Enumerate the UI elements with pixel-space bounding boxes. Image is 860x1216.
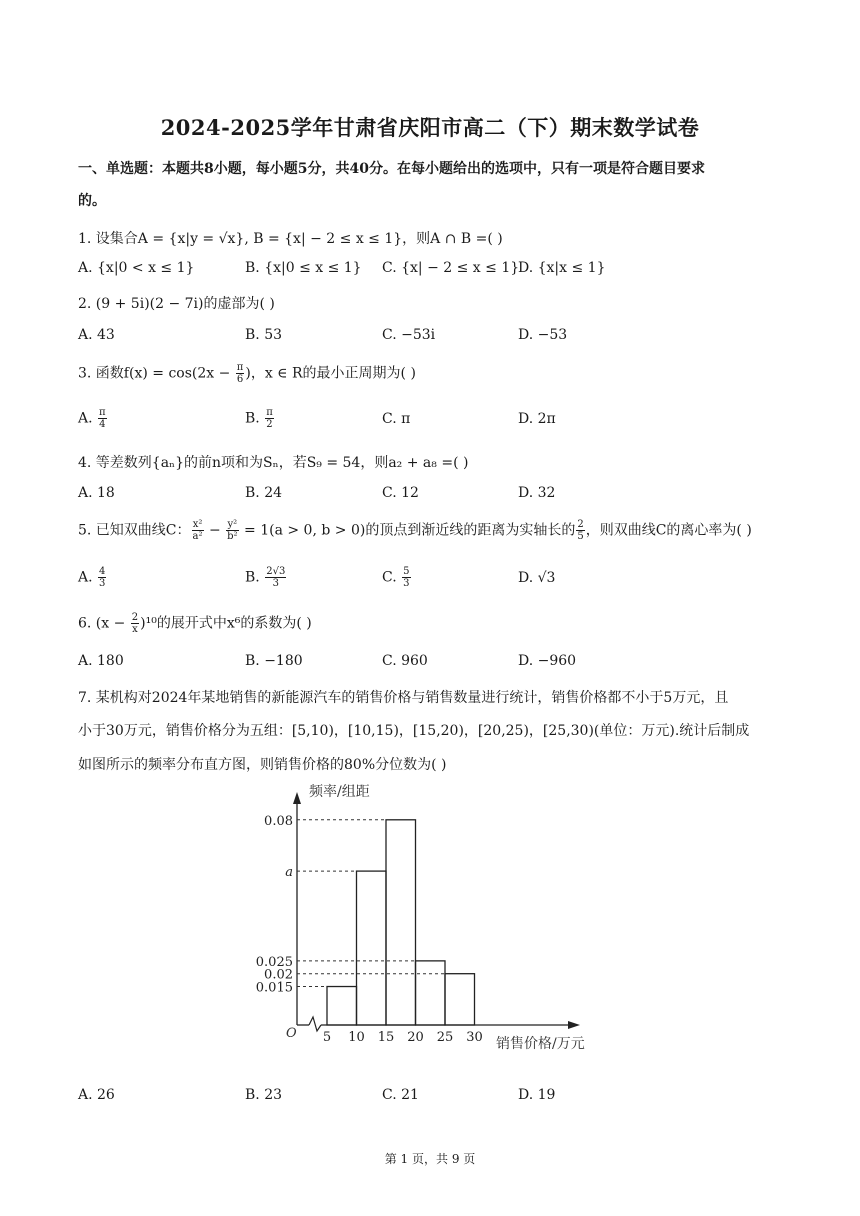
origin-label: O — [286, 1026, 297, 1041]
q5-option-c: C. $\frac{5}{3}$ — [382, 566, 410, 589]
q5-option-a: A. $\frac{4}{3}$ — [78, 566, 106, 589]
y-tick-label: a — [285, 865, 293, 881]
question-2-stem: 2. (9 + 5i)(2 − 7i)的虚部为( ) — [78, 296, 275, 312]
question-6-stem: 6. (x − $\frac{2}{x}$ )¹⁰的展开式中x⁶的系数为( ) — [78, 612, 312, 635]
q1-option-d: D. {x|x ≤ 1} — [518, 260, 606, 276]
histogram-bar — [416, 961, 446, 1025]
q7-option-a: A. 26 — [78, 1087, 115, 1103]
question-7-line-1: 7. 某机构对2024年某地销售的新能源汽车的销售价格与销售数量进行统计，销售价格都不小于5万元，且 — [78, 690, 729, 706]
question-1-stem: 1. 设集合A = {x|y = √x}, B = {x| − 2 ≤ x ≤ 1}，则A ∩ B =( ) — [78, 231, 503, 247]
x-axis-arrow — [568, 1021, 580, 1029]
q7-option-d: D. 19 — [518, 1087, 556, 1103]
y-tick-label: 0.08 — [264, 813, 293, 829]
q4-option-d: D. 32 — [518, 485, 556, 501]
axis-break-icon — [309, 1017, 321, 1031]
x-tick-label: 10 — [348, 1030, 365, 1045]
q6-option-c: C. 960 — [382, 653, 428, 669]
q2-option-c: C. −53i — [382, 327, 436, 343]
q1-option-a: A. {x|0 < x ≤ 1} — [78, 260, 195, 276]
q3-option-b: B. $\frac{\pi}{2}$ — [245, 407, 273, 430]
q2-option-a: A. 43 — [78, 327, 115, 343]
histogram-bar — [327, 987, 357, 1025]
q2-option-b: B. 53 — [245, 327, 283, 343]
x-tick-label: 5 — [322, 1030, 332, 1045]
q4-option-a: A. 18 — [78, 485, 115, 501]
q6-option-a: A. 180 — [78, 653, 124, 669]
x-tick-label: 20 — [407, 1030, 424, 1045]
q7-option-c: C. 21 — [382, 1087, 419, 1103]
q5-option-b: B. $\frac{2√3}{3}$ — [245, 566, 286, 589]
q2-option-d: D. −53 — [518, 327, 568, 343]
y-axis-label: 频率/组距 — [309, 784, 370, 800]
question-3-stem: 3. 函数f(x) = cos(2x − $\frac{\pi}{6}$ )，x ∈ R的最小正周期为( ) — [78, 362, 416, 385]
page-footer: 第 1 页，共 9 页 — [384, 1152, 476, 1166]
y-tick-label: 0.015 — [255, 980, 293, 996]
section-heading-cont: 的。 — [78, 193, 106, 209]
question-5-stem: 5. 已知双曲线C： $\frac{\text{x²}}{\text{a²}}$ − $\frac{\text{y²}}{\text{b²}}$ = 1(a > 0, b > 0)的顶点到渐近线的距离为实轴长的 $\frac{2}{5}$ ，则双曲线C的离心率为( ) — [78, 519, 752, 542]
q4-option-c: C. 12 — [382, 485, 419, 501]
x-tick-label: 15 — [377, 1030, 395, 1045]
question-7-line-3: 如图所示的频率分布直方图，则销售价格的80%分位数为( ) — [78, 757, 447, 773]
fraction: $\frac{\pi}{6}$ — [236, 362, 244, 385]
section-heading: 一、单选题：本题共8小题，每小题5分，共40分。在每小题给出的选项中，只有一项是符合题目要求 — [78, 161, 705, 177]
q1-option-b: B. {x|0 ≤ x ≤ 1} — [245, 260, 362, 276]
q7-option-b: B. 23 — [245, 1087, 283, 1103]
q3-option-d: D. 2π — [518, 411, 556, 427]
histogram-bar — [357, 871, 387, 1025]
x-tick-label: 30 — [466, 1030, 483, 1045]
question-7-line-2: 小于30万元，销售价格分为五组：[5,10)，[10,15)，[15,20)，[20,25)，[25,30)(单位：万元).统计后制成 — [78, 723, 750, 739]
q5-option-d: D. √3 — [518, 570, 556, 586]
q6-option-b: B. −180 — [245, 653, 303, 669]
y-tick-label: 0.025 — [255, 954, 293, 970]
y-axis-arrow — [293, 792, 301, 804]
histogram-bar — [445, 974, 475, 1025]
y-tick-label: 0.02 — [264, 967, 293, 983]
x-tick-label: 25 — [436, 1030, 454, 1045]
x-axis-label: 销售价格/万元 — [496, 1036, 585, 1052]
histogram-bar — [386, 820, 416, 1025]
question-4-stem: 4. 等差数列{aₙ}的前n项和为Sₙ，若S₉ = 54，则a₂ + a₈ =( ) — [78, 455, 469, 471]
q1-option-c: C. {x| − 2 ≤ x ≤ 1} — [382, 260, 520, 276]
q3-option-a: A. $\frac{\pi}{4}$ — [78, 407, 106, 430]
page-title: 2024-2025学年甘肃省庆阳市高二（下）期末数学试卷 — [160, 115, 700, 140]
frequency-histogram — [250, 780, 610, 1060]
q6-option-d: D. −960 — [518, 653, 577, 669]
q3-option-c: C. π — [382, 411, 411, 427]
q4-option-b: B. 24 — [245, 485, 283, 501]
